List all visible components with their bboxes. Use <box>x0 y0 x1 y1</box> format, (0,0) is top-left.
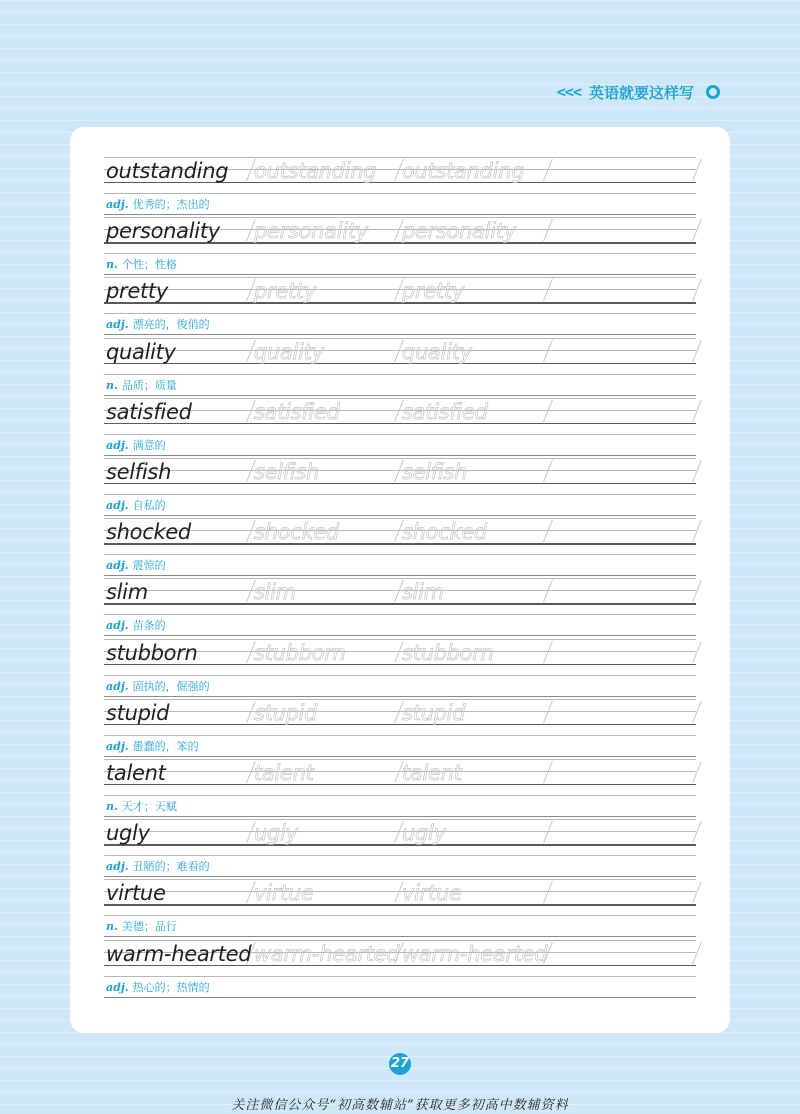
trace-word[interactable]: slim <box>402 580 444 605</box>
vocab-word: quality <box>106 339 176 364</box>
trace-word[interactable]: satisfied <box>254 399 340 424</box>
part-of-speech: adj. <box>106 679 129 693</box>
vocab-entry <box>104 938 696 998</box>
trace-word[interactable]: ugly <box>254 821 298 846</box>
vocab-entry <box>104 637 696 697</box>
trace-word[interactable]: talent <box>254 761 314 785</box>
part-of-speech: adj. <box>106 438 129 452</box>
vocab-entry <box>104 576 696 636</box>
footer-note: 关注微信公众号“初高数辅站”获取更多初高中数辅资料 <box>231 1098 569 1113</box>
definition <box>106 619 166 633</box>
vocab-entry <box>104 757 696 817</box>
trace-word[interactable]: slim <box>254 580 296 605</box>
trace-word[interactable]: quality <box>402 339 472 364</box>
part-of-speech: adj. <box>106 739 129 753</box>
definition-underline <box>104 997 696 998</box>
definition <box>106 680 210 694</box>
handwriting-lines <box>104 817 696 855</box>
vocab-entry <box>104 336 696 396</box>
vocab-word: selfish <box>106 460 172 484</box>
definition <box>106 740 199 754</box>
trace-word[interactable]: selfish <box>254 460 320 484</box>
worksheet-card <box>70 127 730 1033</box>
trace-word[interactable]: virtue <box>402 881 462 906</box>
vocab-word: ugly <box>106 821 150 846</box>
definition <box>106 860 210 874</box>
definition <box>106 198 210 212</box>
meaning: 品质；质量 <box>121 378 177 392</box>
trace-word[interactable]: quality <box>254 339 324 364</box>
meaning: 个性；性格 <box>121 258 177 272</box>
meaning: 满意的 <box>132 438 166 452</box>
handwriting-lines <box>104 456 696 494</box>
vocab-word: stupid <box>106 700 170 725</box>
vocab-entry <box>104 516 696 576</box>
meaning: 热心的；热情的 <box>132 980 210 994</box>
trace-word[interactable]: virtue <box>254 881 314 906</box>
handwriting-lines <box>104 516 696 554</box>
trace-word[interactable]: shocked <box>254 520 339 545</box>
vocab-entry <box>104 215 696 275</box>
part-of-speech: n. <box>106 800 118 813</box>
trace-word[interactable]: stupid <box>254 700 318 725</box>
handwriting-lines <box>104 336 696 374</box>
definition <box>106 439 166 453</box>
part-of-speech: n. <box>106 920 118 934</box>
trace-word[interactable]: shocked <box>402 520 487 545</box>
meaning: 自私的 <box>132 499 166 512</box>
definition <box>106 318 210 332</box>
trace-word[interactable]: warm-hearted <box>254 941 400 966</box>
triple-chevron-left-icon: <<< <box>556 83 581 101</box>
trace-word[interactable]: stubborn <box>254 640 346 665</box>
meaning: 丑陋的；难看的 <box>132 860 210 874</box>
handwriting-lines <box>104 576 696 614</box>
trace-word[interactable]: pretty <box>254 279 316 304</box>
vocab-word: slim <box>106 580 148 605</box>
definition <box>106 981 210 995</box>
vocab-entry <box>104 817 696 877</box>
vocab-word: warm-hearted <box>106 941 252 966</box>
part-of-speech: adj. <box>106 619 129 633</box>
definition <box>106 559 166 573</box>
definition <box>106 920 177 934</box>
section-title: 英语就要这样写 <box>588 83 694 102</box>
trace-word[interactable]: pretty <box>402 279 464 304</box>
meaning: 震惊的 <box>132 559 166 573</box>
trace-word[interactable]: stubborn <box>402 640 494 665</box>
vocab-word: stubborn <box>106 640 198 665</box>
vocab-entry <box>104 396 696 456</box>
meaning: 优秀的；杰出的 <box>132 198 210 211</box>
vocab-entry <box>104 275 696 335</box>
trace-word[interactable]: warm-hearted <box>402 941 548 966</box>
handwriting-lines <box>104 275 696 313</box>
vocab-entry <box>104 697 696 757</box>
handwriting-lines <box>104 877 696 915</box>
trace-word[interactable]: talent <box>402 761 462 785</box>
vocab-word: personality <box>106 219 220 244</box>
part-of-speech: adj. <box>106 980 129 994</box>
vocab-entry <box>104 456 696 516</box>
part-of-speech: adj. <box>106 499 129 512</box>
vocab-word: outstanding <box>106 159 229 183</box>
vocab-word: virtue <box>106 881 166 906</box>
part-of-speech: adj. <box>106 198 129 211</box>
section-header <box>557 80 720 104</box>
meaning: 漂亮的，俊俏的 <box>132 318 210 332</box>
part-of-speech: n. <box>106 258 118 272</box>
definition <box>106 800 177 814</box>
part-of-speech: adj. <box>106 318 129 332</box>
trace-word[interactable]: selfish <box>402 460 468 484</box>
part-of-speech: n. <box>106 378 118 392</box>
definition <box>106 379 177 393</box>
trace-word[interactable]: ugly <box>402 821 446 846</box>
vocab-word: pretty <box>106 279 168 304</box>
trace-word[interactable]: personality <box>402 219 516 244</box>
vocab-word: talent <box>106 761 166 785</box>
meaning: 愚蠢的，笨的 <box>132 739 199 753</box>
ring-icon <box>706 85 720 99</box>
vocab-word: satisfied <box>106 399 192 424</box>
meaning: 苗条的 <box>132 619 166 633</box>
meaning: 固执的，倔强的 <box>132 679 210 693</box>
handwriting-lines <box>104 396 696 434</box>
trace-word[interactable]: satisfied <box>402 399 488 424</box>
part-of-speech: adj. <box>106 860 129 874</box>
part-of-speech: adj. <box>106 559 129 573</box>
meaning: 美德；品行 <box>121 920 177 934</box>
trace-word[interactable]: outstanding <box>254 159 377 183</box>
definition <box>106 499 166 513</box>
definition <box>106 258 177 272</box>
vocab-entry <box>104 877 696 937</box>
vocab-word: shocked <box>106 520 191 545</box>
page-number: 27 <box>389 1053 411 1075</box>
trace-word[interactable]: stupid <box>402 700 466 725</box>
handwriting-lines <box>104 757 696 795</box>
trace-word[interactable]: outstanding <box>402 159 525 183</box>
meaning: 天才；天赋 <box>121 800 177 813</box>
handwriting-lines <box>104 697 696 735</box>
trace-word[interactable]: personality <box>254 219 368 244</box>
vocab-entry <box>104 155 696 215</box>
